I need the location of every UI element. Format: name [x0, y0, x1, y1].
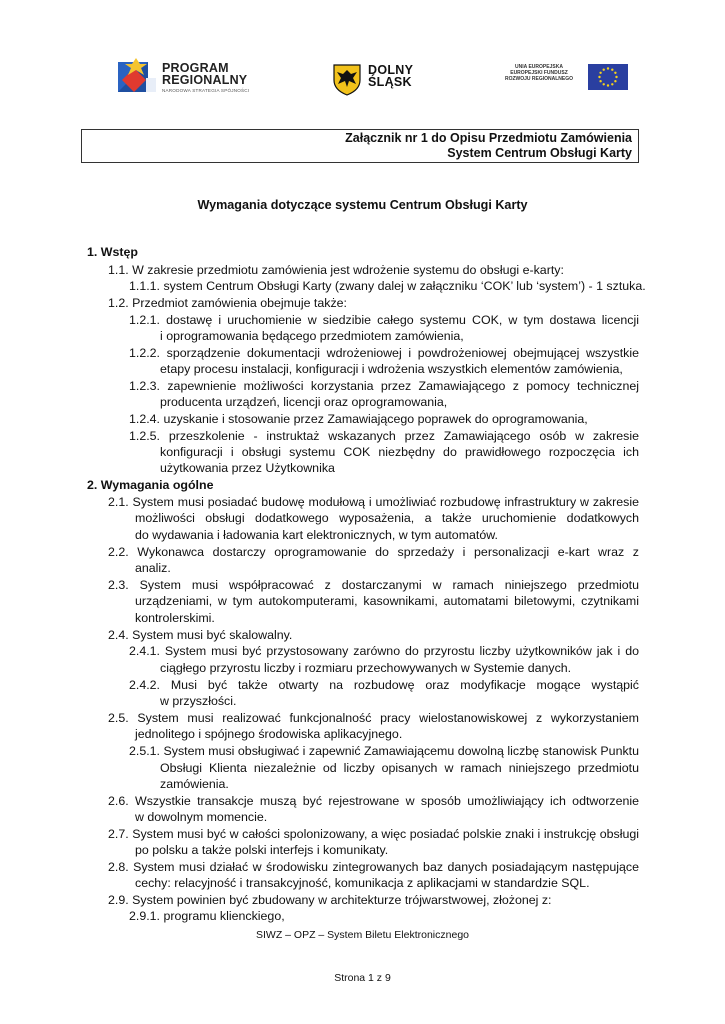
text-line: 1.2.3. zapewnienie możliwości korzystania przez Zamawiającego z pomocy technicznej [129, 379, 639, 393]
text-line: cechy: relacyjność i transakcyjność, komunikacja z aplikacjami w standardzie SQL. [135, 876, 590, 890]
text-line: kontrolerskimi. [135, 611, 215, 625]
eu-logo [498, 62, 630, 92]
program-regionalny-emblem-icon [116, 58, 158, 96]
text-line: użytkowania przez Użytkownika [160, 461, 335, 475]
text-line: zamówienia. [160, 777, 229, 791]
text-line: Obsługi Klienta niezależnie od liczby opisanych w ramach niniejszego przedmiotu [160, 761, 639, 775]
text-line: 1.2.5. przeszkolenie - instruktaż wskazanych przez Zamawiającego osób w zakresie [129, 429, 639, 443]
text-line: 1.2. Przedmiot zamówienia obejmuje także: [108, 296, 347, 310]
eu-logo-line2: EUROPEJSKI FUNDUSZ [510, 70, 568, 76]
eu-flag-icon [588, 64, 628, 90]
section-heading: 1. Wstęp [87, 245, 138, 259]
annex-line2: System Centrum Obsługi Karty [447, 146, 632, 160]
text-line: urządzeniami, w tym autokomputerami, kasownikami, automatami biletowymi, czytnikami [135, 594, 639, 608]
section-heading: 2. Wymagania ogólne [87, 478, 214, 492]
text-line: 1.1.1. system Centrum Obsługi Karty (zwany dalej w załączniku ‘COK’ lub ‘system’) - 1 sztuka. [129, 279, 646, 293]
text-line: 2.4.2. Musi być także otwarty na rozbudowę oraz modyfikacje mogące wystąpić [129, 678, 639, 692]
text-line: 1.2.2. sporządzenie dokumentacji wdrożeniowej i powdrożeniowej obejmującej wszystkie [129, 346, 639, 360]
text-line: 2.4. System musi być skalowalny. [108, 628, 293, 642]
program-logo-subtitle: NARODOWA STRATEGIA SPÓJNOŚCI [162, 88, 250, 93]
text-line: 2.9. System powinien być zbudowany w architekturze trójwarstwowej, złożonej z: [108, 893, 552, 907]
annex-line1: Załącznik nr 1 do Opisu Przedmiotu Zamówienia [345, 131, 632, 145]
text-line: 2.8. System musi działać w środowisku zintegrowanych baz danych posiadającym następujące [108, 860, 639, 874]
text-line: etapy procesu instalacji, konfiguracji i wdrożenia wszystkich elementów zamówienia, [160, 362, 623, 376]
text-line: 2.7. System musi być w całości spolonizowany, a więc posiadać polskie znaki i instrukcję obsługi [108, 827, 639, 841]
text-line: 2.3. System musi współpracować z dostarczanymi w ramach niniejszego przedmiotu [108, 578, 639, 592]
dolny-slask-logo [330, 62, 450, 96]
text-line: 2.4.1. System musi być przystosowany zarówno do przyrostu liczby użytkowników jak i do [129, 644, 639, 658]
annex-header-box [81, 129, 639, 163]
text-line: 2.6. Wszystkie transakcje muszą być rejestrowane w sposób umożliwiający ich odtworzenie [108, 794, 639, 808]
document-title: Wymagania dotyczące systemu Centrum Obsługi Karty [197, 198, 528, 212]
text-line: 1.2.1. dostawę i uruchomienie w siedzibie całego systemu COK, w tym dostawa licencji [129, 313, 639, 327]
text-line: po polsku a także polski interfejs i komunikaty. [135, 843, 389, 857]
text-line: jednolitego i spójnego środowiska aplikacyjnego. [135, 727, 403, 741]
eu-logo-line3: ROZWOJU REGIONALNEGO [504, 76, 574, 82]
text-line: i oprogramowania będącego przedmiotem zamówienia, [160, 329, 464, 343]
text-line: 2.1. System musi posiadać budowę modułową i umożliwiać rozbudowę infrastruktury w zakresie [108, 495, 639, 509]
text-line: w dowolnym momencie. [135, 810, 268, 824]
text-line: konfiguracji i obsługi systemu COK niezbędny do prawidłowego rozpoczęcia ich [160, 445, 639, 459]
eagle-crest-icon [330, 62, 364, 96]
text-line: 2.2. Wykonawca dostarczy oprogramowanie do sprzedaży i personalizacji e-kart wraz z [108, 545, 639, 559]
text-line: producenta urządzeń, licencji oraz oprogramowania, [160, 395, 448, 409]
region-logo-line2: ŚLĄSK [368, 75, 412, 89]
text-line: 2.9.1. programu klienckiego, [129, 909, 285, 923]
text-line: ciągłego przyrostu liczby i rozmiaru przechowywanych w Systemie danych. [160, 661, 572, 675]
program-logo-line1: PROGRAM [162, 61, 229, 75]
footer-page-number: Strona 1 z 9 [334, 972, 391, 984]
text-line: 1.2.4. uzyskanie i stosowanie przez Zamawiającego poprawek do oprogramowania, [129, 412, 588, 426]
text-line: do wydawania i ładowania kart elektronicznych, w tym automatów. [135, 528, 498, 542]
program-regionalny-logo [116, 58, 296, 100]
text-line: analiz. [135, 561, 171, 575]
text-line: 1.1. W zakresie przedmiotu zamówienia jest wdrożenie systemu do obsługi e-karty: [108, 263, 564, 277]
region-logo-line1: DOLNY [368, 63, 414, 77]
text-line: 2.5.1. System musi obsługiwać i zapewnić Zamawiającemu dowolną liczbę stanowisk Punktu [129, 744, 639, 758]
footer-document-name: SIWZ – OPZ – System Biletu Elektronicznego [256, 929, 469, 941]
text-line: 2.5. System musi realizować funkcjonalność pracy wielostanowiskowej z wykorzystaniem [108, 711, 639, 725]
text-line: w przyszłości. [160, 694, 237, 708]
program-logo-line2: REGIONALNY [162, 73, 248, 87]
header-logos [0, 56, 725, 104]
text-line: możliwości obsługi dodatkowego wyposażenia, a także uruchomienie dodatkowych [135, 511, 639, 525]
eu-logo-line1: UNIA EUROPEJSKA [515, 64, 563, 70]
